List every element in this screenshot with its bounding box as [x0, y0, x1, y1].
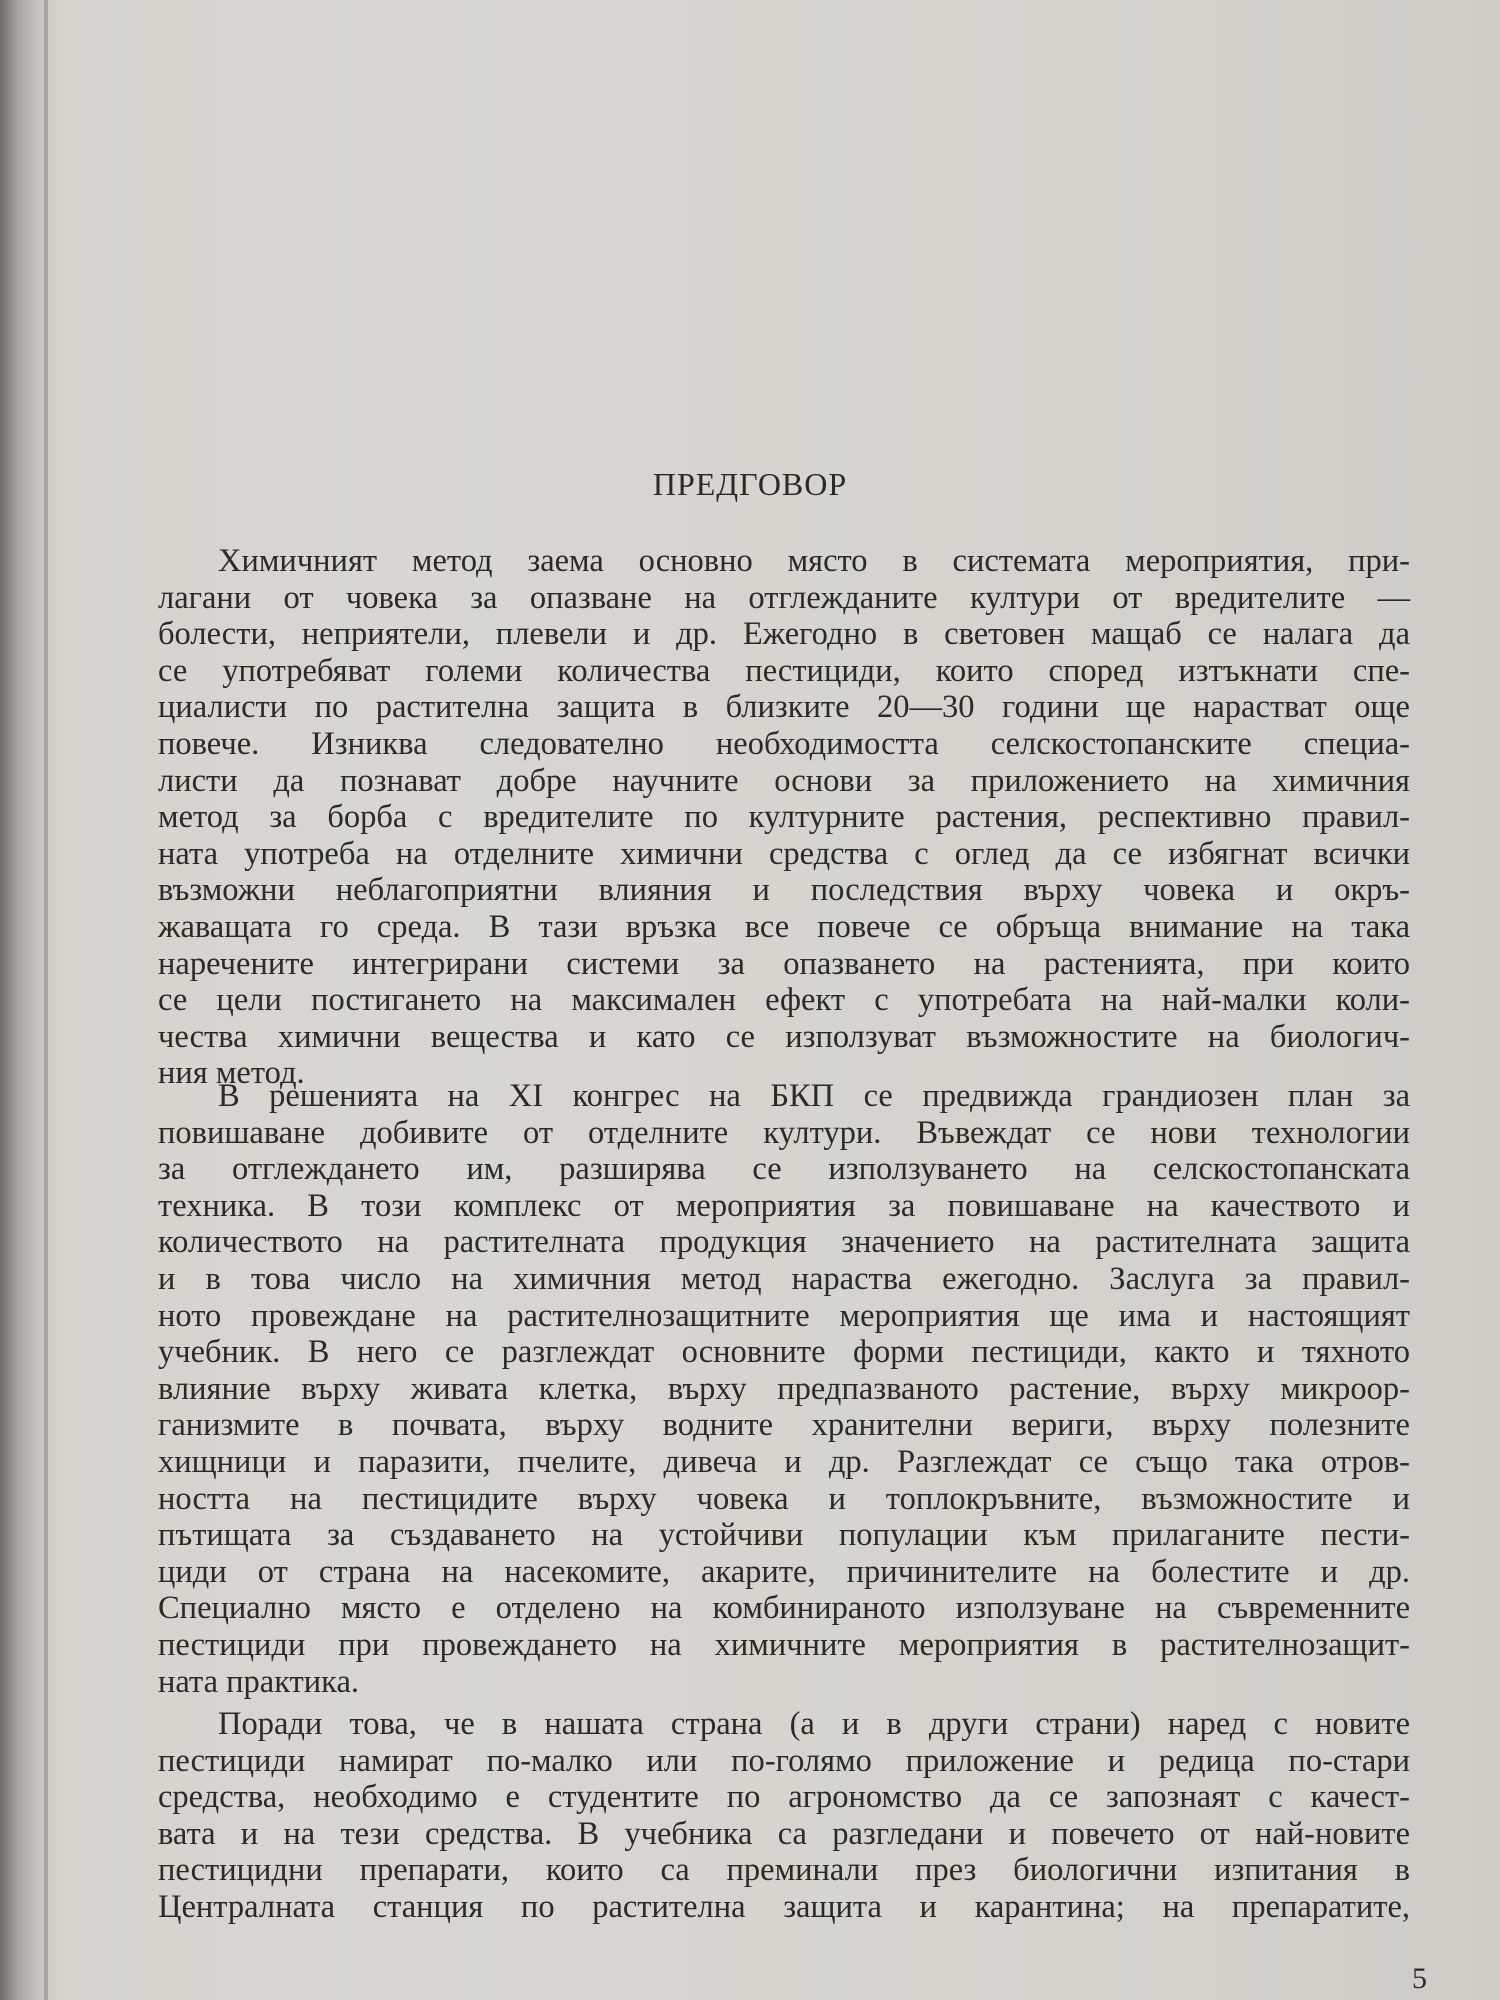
- text-line: ната практика.: [158, 1663, 359, 1700]
- paragraph-2: [158, 1078, 1410, 1700]
- text-line: се употребяват големи количества пестициди, които според изтъкнати спе-: [158, 652, 1410, 689]
- text-line: се цели постигането на максимален ефект с употребата на най-малки коли-: [158, 982, 1410, 1019]
- text-line: учебник. В него се разглеждат основните форми пестициди, както и тяхното: [158, 1334, 1410, 1371]
- text-line: ното провеждане на растителнозащитните мероприятия ще има и настоящият: [158, 1297, 1410, 1334]
- paragraph-3: [158, 1706, 1410, 1926]
- text-line: повече. Изниква следователно необходимостта селскостопанските специа-: [158, 725, 1410, 762]
- text-line: Поради това, че в нашата страна (а и в други страни) наред с новите: [218, 1706, 1410, 1742]
- text-line: повишаване добивите от отделните култури. Въвеждат се нови технологии: [158, 1114, 1410, 1151]
- text-line: Специално място е отделено на комбинираното използуване на съвременните: [158, 1590, 1410, 1627]
- text-line: наречените интегрирани системи за опазването на растенията, при които: [158, 945, 1410, 982]
- book-spine-shadow: [44, 0, 48, 2000]
- text-line: болести, неприятели, плевели и др. Ежегодно в световен мащаб се налага да: [158, 616, 1410, 653]
- text-line: ната употреба на отделните химични средства с оглед да се избягнат всички: [158, 835, 1410, 872]
- text-line: Централната станция по растителна защита и карантина; на препаратите,: [158, 1888, 1410, 1925]
- text-line: ния метод.: [158, 1055, 305, 1092]
- text-line: средства, необходимо е студентите по агрономство да се запознаят с качест-: [158, 1779, 1410, 1816]
- text-line: ността на пестицидите върху човека и топлокръвните, възможностите и: [158, 1480, 1410, 1517]
- text-line: хищници и паразити, пчелите, дивеча и др. Разглеждат се също така отров-: [158, 1443, 1410, 1480]
- page-number: 5: [1412, 1962, 1427, 1995]
- text-line: възможни неблагоприятни влияния и последствия върху човека и окръ-: [158, 872, 1410, 909]
- text-line: вата и на тези средства. В учебника са разгледани и повечето от най-новите: [158, 1815, 1410, 1852]
- text-line: за отглеждането им, разширява се използуването на селскостопанската: [158, 1151, 1410, 1188]
- text-line: техника. В този комплекс от мероприятия за повишаване на качеството и: [158, 1187, 1410, 1224]
- text-line: пестициди при провеждането на химичните мероприятия в растителнозащит-: [158, 1626, 1410, 1663]
- text-line: листи да познават добре научните основи за приложението на химичния: [158, 762, 1410, 799]
- text-line: и в това число на химичния метод нараства ежегодно. Заслуга за правил-: [158, 1260, 1410, 1297]
- text-line: В решенията на XI конгрес на БКП се предвижда грандиозен план за: [218, 1078, 1410, 1114]
- text-line: влияние върху живата клетка, върху предпазваното растение, върху микроор-: [158, 1370, 1410, 1407]
- text-line: лагани от човека за опазване на отглежданите култури от вредителите —: [158, 579, 1410, 616]
- text-line: пътищата за създаването на устойчиви популации към прилаганите пести-: [158, 1517, 1410, 1554]
- text-line: циди от страна на насекомите, акарите, причинителите на болестите и др.: [158, 1553, 1410, 1590]
- text-line: чества химични вещества и като се използуват възможностите на биологич-: [158, 1018, 1410, 1055]
- text-line: количеството на растителната продукция значението на растителната защита: [158, 1224, 1410, 1261]
- text-line: пестициди намират по-малко или по-голямо приложение и редица по-стари: [158, 1742, 1410, 1779]
- text-line: жаващата го среда. В тази връзка все повече се обръща внимание на така: [158, 908, 1410, 945]
- text-line: циалисти по растителна защита в близките 20—30 години ще нарастват още: [158, 689, 1410, 726]
- text-line: пестицидни препарати, които са преминали през биологични изпитания в: [158, 1852, 1410, 1889]
- page-title: ПРЕДГОВОР: [652, 466, 848, 502]
- text-line: метод за борба с вредителите по културните растения, респективно правил-: [158, 799, 1410, 836]
- text-line: Химичният метод заема основно място в системата мероприятия, при-: [218, 543, 1410, 579]
- paragraph-1: [158, 543, 1410, 1092]
- text-line: ганизмите в почвата, върху водните хранителни вериги, върху полезните: [158, 1407, 1410, 1444]
